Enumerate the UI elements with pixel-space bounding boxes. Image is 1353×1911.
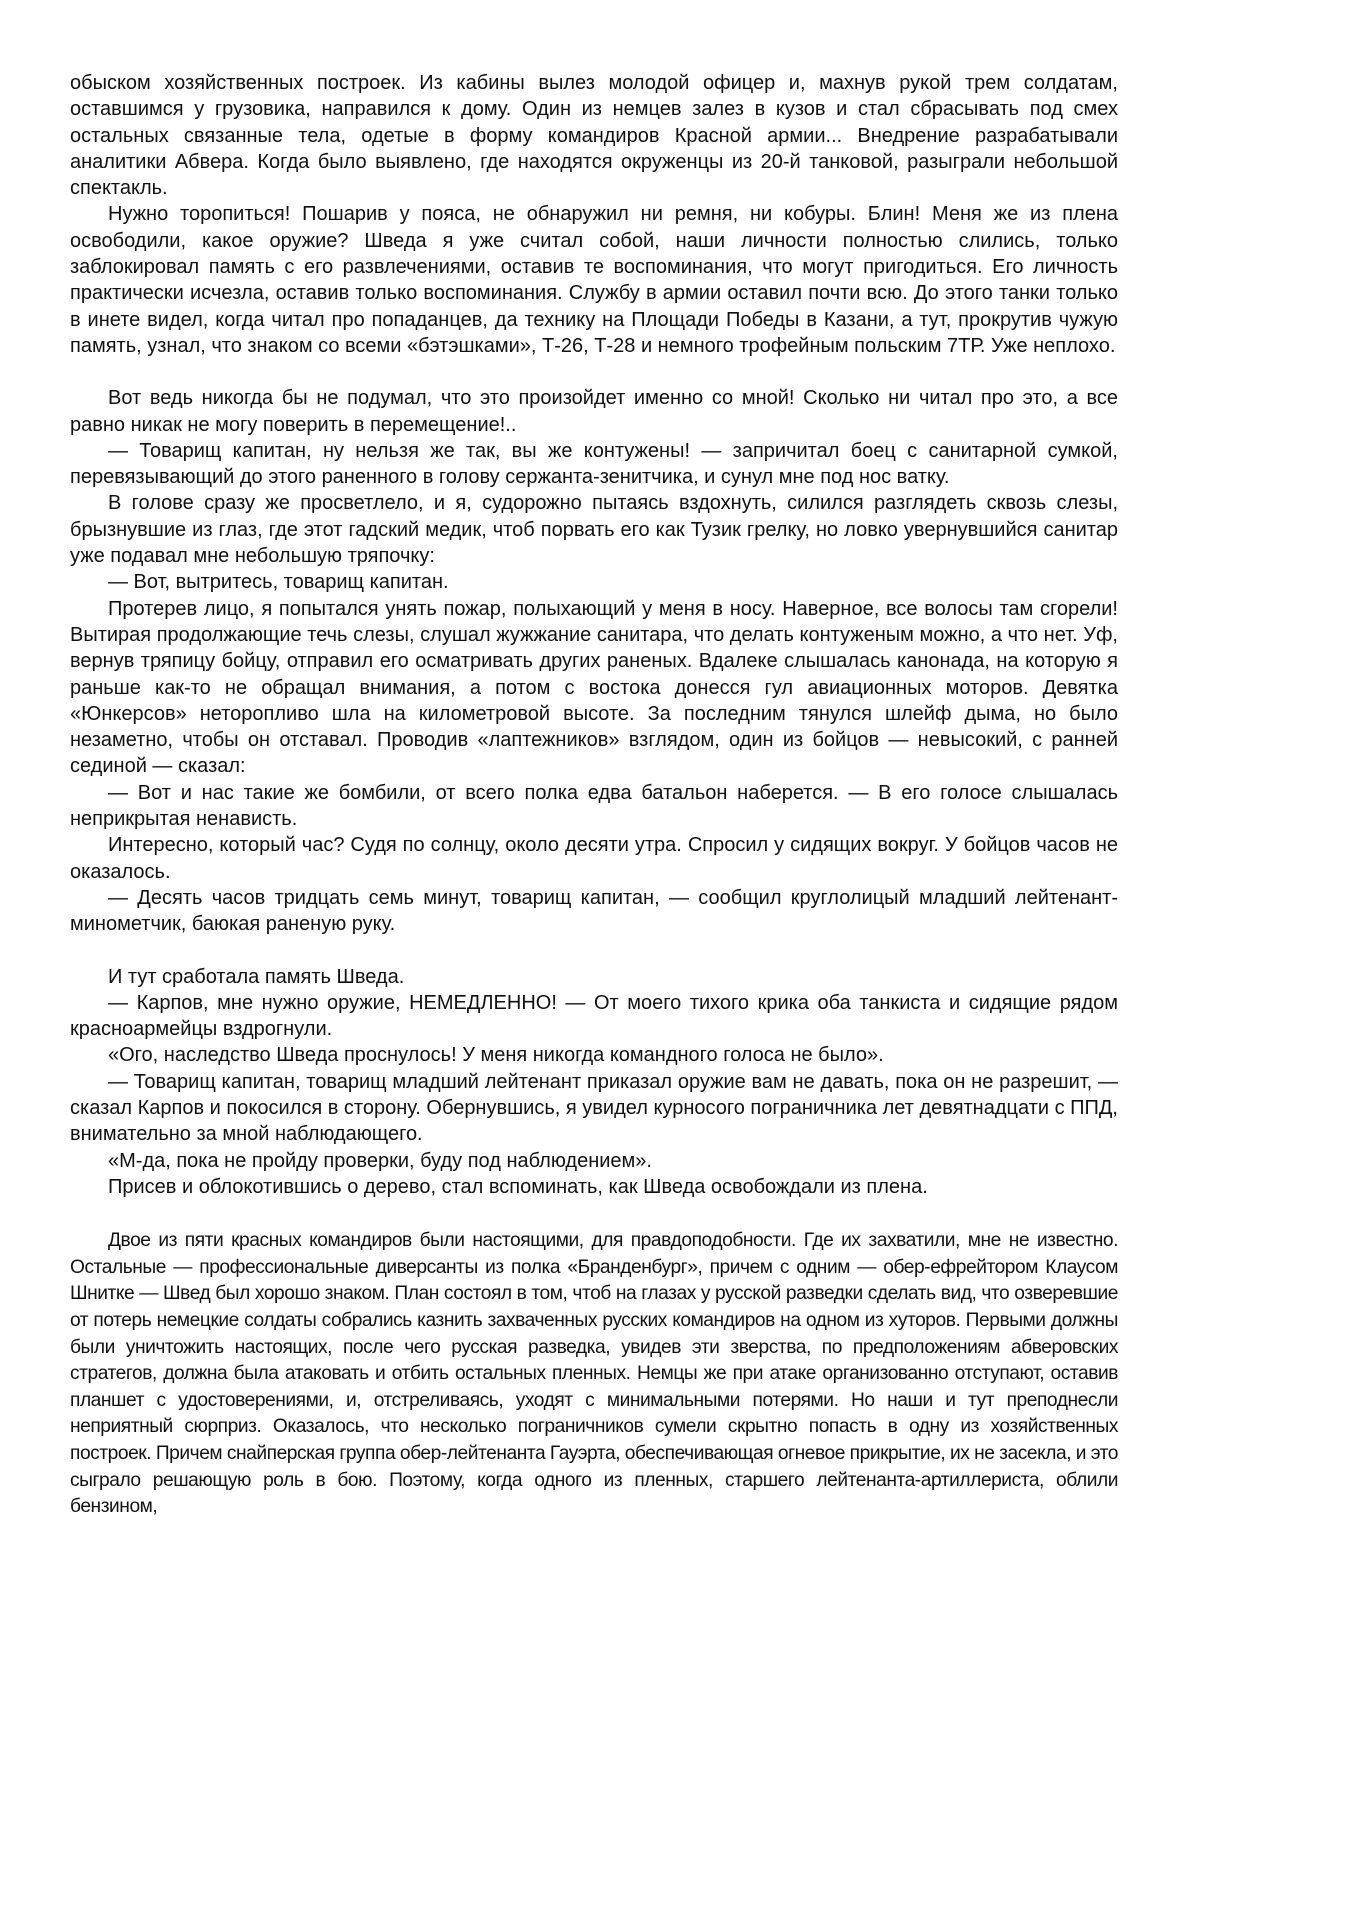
paragraph: Двое из пяти красных командиров были настоящими, для правдоподобности. Где их захватили, мне не известно. Остальные — профессиональные диверсанты из полка «Бранденбург», причем с одним — обер-ефрейтором Клаусом Шнитке — Швед был хорошо знаком. План состоял в том, чтоб на глазах у русской разведки сделать вид, что озверевшие от потерь немецкие солдаты собрались казнить захваченных русских командиров на одном из хуторов. Первыми должны были уничтожить настоящих, после чего русская разведка, увидев эти зверства, по предположениям абверовских стратегов, должна была атаковать и отбить остальных пленных. Немцы же при атаке организованно отступают, оставив планшет с удостоверениями, и, отстреливаясь, уходят с минимальными потерями. Но наши и тут преподнесли неприятный сюрприз. Оказалось, что несколько пограничников сумели скрытно попасть в одну из хозяйственных построек. Причем снайперская группа обер-лейтенанта Гауэрта, обеспечивающая огневое прикрытие, их не засекла, и это сыграло решающую роль в бою. Поэтому, когда одного из пленных, старшего лейтенанта-артиллериста, облили бензином, [70,1230,1118,1518]
dialogue-line: — Карпов, мне нужно оружие, НЕМЕДЛЕННО! — От моего тихого крика оба танкиста и сидящие рядом красноармейцы вздрогнули. [70,991,1118,1041]
section-d [70,1228,1118,1521]
dialogue-line: — Товарищ капитан, ну нельзя же так, вы же контужены! — запричитал боец с санитарной сумкой, перевязывающий до этого раненного в голову сержанта-зенитчика, и сунул мне под нос ватку. [70,439,1118,489]
section-a [70,70,1118,359]
inner-thought: «М-да, пока не пройду проверки, буду под наблюдением». [108,1149,652,1172]
section-b [70,385,1118,937]
section-c [70,964,1118,1201]
paragraph: И тут сработала память Шведа. [108,965,405,988]
dialogue-line: — Товарищ капитан, товарищ младший лейтенант приказал оружие вам не давать, пока он не разрешит, — сказал Карпов и покосился в сторону. Обернувшись, я увидел курносого пограничника лет девятнадцати с ППД, внимательно за мной наблюдающего. [70,1070,1118,1146]
paragraph: Присев и облокотившись о дерево, стал вспоминать, как Шведа освобождали из плена. [108,1175,928,1198]
dialogue-line: — Вот и нас такие же бомбили, от всего полка едва батальон наберется. — В его голосе слышалась неприкрытая ненависть. [70,781,1118,831]
dialogue-line: — Вот, вытритесь, товарищ капитан. [108,571,449,594]
paragraph: Интересно, который час? Судя по солнцу, около десяти утра. Спросил у сидящих вокруг. У бойцов часов не оказалось. [70,834,1118,883]
paragraph: обыском хозяйственных построек. Из кабины вылез молодой офицер и, махнув рукой трем солдатам, оставшимся у грузовика, направился к дому. Один из немцев залез в кузов и стал сбрасывать под смех остальных связанные тела, одетые в форму командиров Красной армии... Внедрение разрабатывали аналитики Абвера. Когда было выявлено, где находятся окруженцы из 20-й танковой, разыграли небольшой спектакль. [70,72,1118,200]
paragraph: Вот ведь никогда бы не подумал, что это произойдет именно со мной! Сколько ни читал про это, а все равно никак не могу поверить в перемещение!.. [70,387,1118,436]
paragraph: Нужно торопиться! Пошарив у пояса, не обнаружил ни ремня, ни кобуры. Блин! Меня же из плена освободили, какое оружие? Шведа я уже считал собой, наши личности полностью слились, только заблокировал память с его развлечениями, оставив те воспоминания, что могут пригодиться. Его личность практически исчезла, оставив только воспоминания. Службу в армии оставил почти всю. До этого танки только в инете видел, когда читал про попаданцев, да технику на Площади Победы в Казани, а тут, прокрутив чужую память, узнал, что знаком со всеми «бэтэшками», Т-26, Т-28 и немного трофейным польским 7ТР. Уже неплохо. [70,203,1118,357]
dialogue-line: — Десять часов тридцать семь минут, товарищ капитан, — сообщил круглолицый младший лейтенант-минометчик, баюкая раненую руку. [70,886,1118,936]
paragraph: Протерев лицо, я попытался унять пожар, полыхающий у меня в носу. Наверное, все волосы там сгорели! Вытирая продолжающие течь слезы, слушал жужжание санитара, что делать контуженым можно, а что нет. Уф, вернув тряпицу бойцу, отправил его осматривать других раненых. Вдалеке слышалась канонада, на которую я раньше как-то не обращал внимания, а потом с востока донесся гул авиационных моторов. Девятка «Юнкерсов» неторопливо шла на километровой высоте. За последним тянулся шлейф дыма, но было незаметно, чтобы он отставал. Проводив «лаптежников» взглядом, один из бойцов — невысокий, с ранней сединой — сказал: [70,597,1118,778]
inner-thought: «Ого, наследство Шведа проснулось! У меня никогда командного голоса не было». [108,1044,884,1067]
paragraph: В голове сразу же просветлело, и я, судорожно пытаясь вздохнуть, силился разглядеть сквозь слезы, брызнувшие из глаз, где этот гадский медик, чтоб порвать его как Тузик грелку, но ловко увернувшийся санитар уже подавал мне небольшую тряпочку: [70,492,1118,568]
section-break [70,359,1118,385]
document-page [70,70,1118,1521]
section-break [70,938,1118,964]
